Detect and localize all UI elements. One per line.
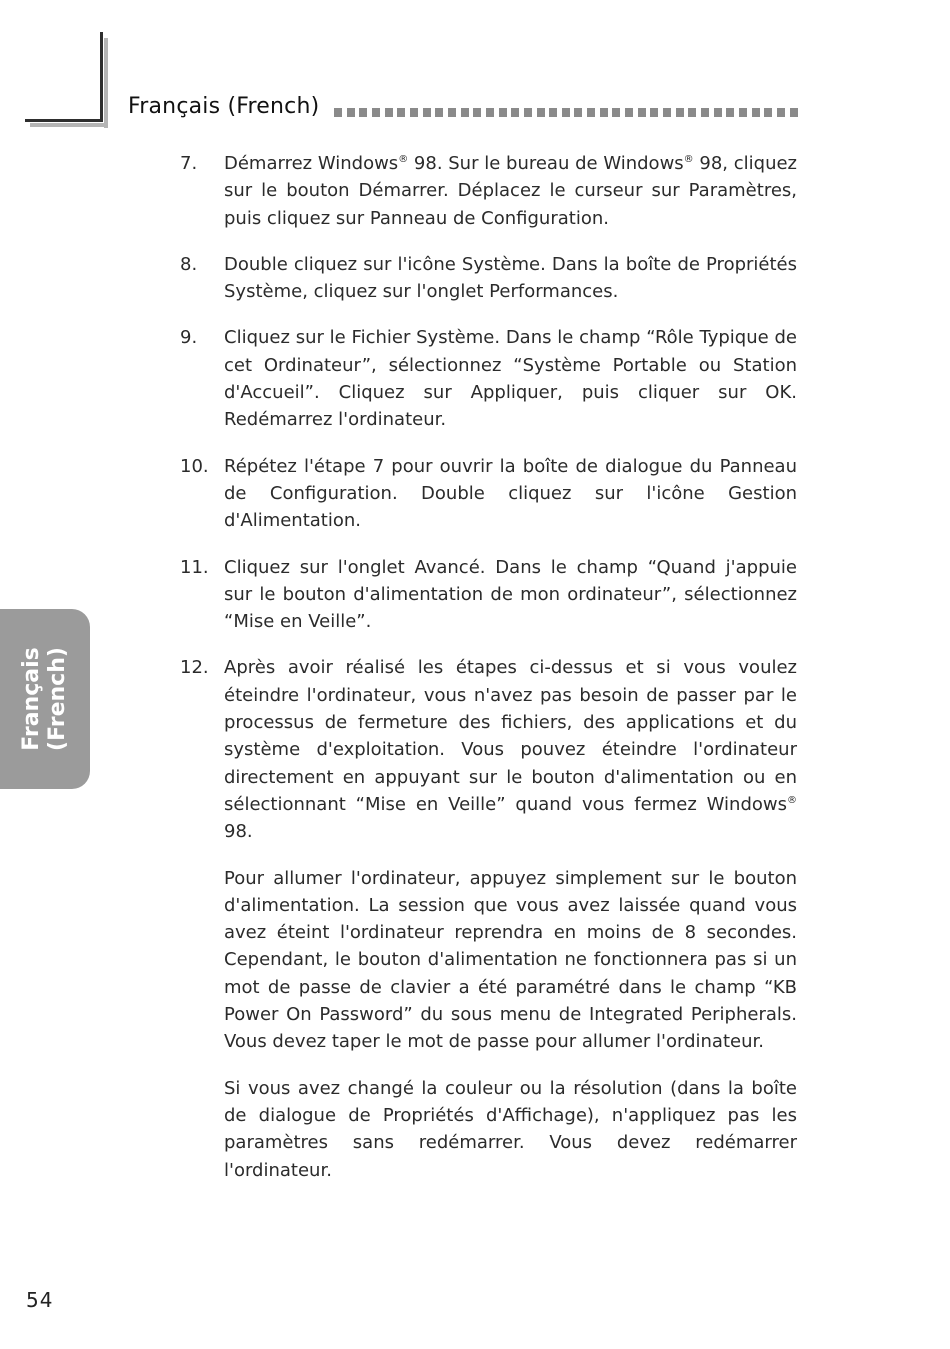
- item-number: 9.: [180, 327, 198, 349]
- rule-square: [625, 108, 633, 117]
- item-text: Cliquez sur le Fichier Système. Dans le champ “Rôle Typique de cet Ordinateur”, sélectionnez “Système Portable ou Station d'Accueil”. Cliquez sur Appliquer, puis cliquer sur OK. Redémarrez l'ordinateur.: [224, 327, 797, 431]
- list-item: [180, 453, 797, 535]
- rule-square: [372, 108, 380, 117]
- rule-square: [650, 108, 658, 117]
- rule-square: [739, 108, 747, 117]
- list-item: [180, 251, 797, 306]
- rule-square: [423, 108, 431, 117]
- rule-square: [524, 108, 532, 117]
- main-content: [180, 150, 797, 1203]
- rule-square: [499, 108, 507, 117]
- rule-square: [537, 108, 545, 117]
- rule-square: [663, 108, 671, 117]
- rule-square: [385, 108, 393, 117]
- rule-square: [347, 108, 355, 117]
- rule-square: [612, 108, 620, 117]
- rule-square: [701, 108, 709, 117]
- corner-decoration-shadow: [30, 123, 108, 127]
- paragraph: Pour allumer l'ordinateur, appuyez simplement sur le bouton d'alimentation. La session que vous avez laissée quand vous avez éteint l'ordinateur reprendra en moins de 8 secondes. Cependant, le bouton d'alimentation ne fonctionnera pas si un mot de passe de clavier a été paramétré dans le champ “KB Power On Password” du sous menu de Integrated Peripherals. Vous devez taper le mot de passe pour allumer l'ordinateur.: [224, 867, 797, 1053]
- rule-square: [511, 108, 519, 117]
- item-number: 8.: [180, 253, 198, 275]
- item-number: 10.: [180, 455, 209, 477]
- side-tab-label: [19, 647, 71, 751]
- rule-square: [638, 108, 646, 117]
- rule-square: [688, 108, 696, 117]
- page-number: 54: [26, 1288, 54, 1312]
- rule-square: [448, 108, 456, 117]
- rule-square: [397, 108, 405, 117]
- list-item: [180, 324, 797, 433]
- rule-square: [764, 108, 772, 117]
- corner-decoration-shadow: [104, 38, 108, 128]
- item-text: Démarrez Windows® 98. Sur le bureau de Windows® 98, cliquez sur le bouton Démarrer. Déplacez le curseur sur Paramètres, puis cliquez sur Panneau de Configuration.: [224, 153, 797, 229]
- corner-decoration: [100, 32, 103, 122]
- rule-square: [790, 108, 798, 117]
- item-text: Cliquez sur l'onglet Avancé. Dans le champ “Quand j'appuie sur le bouton d'alimentation de mon ordinateur”, sélectionnez “Mise en Veille”.: [224, 556, 797, 633]
- rule-square: [461, 108, 469, 117]
- item-text: Répétez l'étape 7 pour ouvrir la boîte de dialogue du Panneau de Configuration. Double cliquez sur l'icône Gestion d'Alimentation.: [224, 455, 797, 532]
- item-number: 12.: [180, 657, 209, 679]
- rule-square: [562, 108, 570, 117]
- rule-square: [600, 108, 608, 117]
- rule-square: [726, 108, 734, 117]
- rule-square: [410, 108, 418, 117]
- rule-square: [714, 108, 722, 117]
- item-text: Double cliquez sur l'icône Système. Dans la boîte de Propriétés Système, cliquez sur l'onglet Performances.: [224, 253, 797, 303]
- rule-square: [777, 108, 785, 117]
- list-item: [180, 554, 797, 636]
- header-dotted-rule: [334, 108, 798, 118]
- item-number: 7.: [180, 153, 198, 174]
- rule-square: [587, 108, 595, 117]
- list-item: [180, 654, 797, 845]
- language-side-tab: [0, 609, 90, 789]
- rule-square: [473, 108, 481, 117]
- rule-square: [752, 108, 760, 117]
- paragraph: Si vous avez changé la couleur ou la résolution (dans la boîte de dialogue de Propriétés d'Affichage), n'appliquez pas les paramètres sans redémarrer. Vous devez redémarrer l'ordinateur.: [224, 1077, 797, 1181]
- rule-square: [486, 108, 494, 117]
- page-header-title: Français (French): [128, 94, 320, 119]
- rule-square: [574, 108, 582, 117]
- item-text: Après avoir réalisé les étapes ci-dessus et si vous voulez éteindre l'ordinateur, vous n'avez pas besoin de passer par le processus de fermeture des fichiers, des applications et du système d'exploitation. Vous pouvez éteindre l'ordinateur directement en appuyant sur le bouton d'alimentation ou en sélectionnant “Mise en Veille” quand vous fermez Windows® 98.: [224, 657, 797, 843]
- list-item: [180, 150, 797, 232]
- item-number: 11.: [180, 556, 209, 578]
- rule-square: [359, 108, 367, 117]
- rule-square: [435, 108, 443, 117]
- rule-square: [676, 108, 684, 117]
- side-tab-line2: (French): [45, 647, 70, 751]
- rule-square: [334, 108, 342, 117]
- corner-decoration: [25, 119, 103, 122]
- side-tab-line1: Français: [19, 647, 44, 751]
- rule-square: [549, 108, 557, 117]
